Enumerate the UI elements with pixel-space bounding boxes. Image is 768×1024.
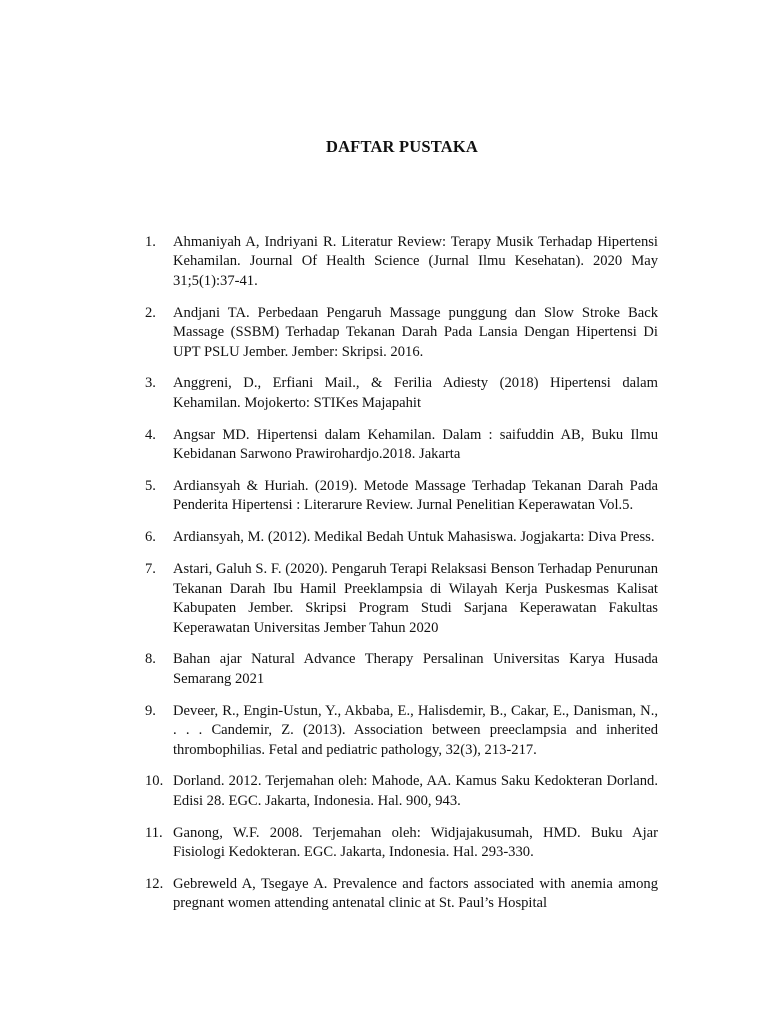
reference-item (145, 477, 658, 516)
reference-number: 5. (145, 478, 156, 495)
reference-number: 8. (145, 651, 156, 668)
reference-number: 7. (145, 561, 156, 578)
reference-item (145, 528, 658, 547)
reference-item (145, 702, 658, 760)
reference-text: Dorland. 2012. Terjemahan oleh: Mahode, AA. Kamus Saku Kedokteran Dorland. Edisi 28. EGC. Jakarta, Indonesia. Hal. 900, 943. (173, 773, 658, 809)
reference-item (145, 875, 658, 914)
reference-item (145, 304, 658, 362)
reference-item (145, 233, 658, 291)
reference-item (145, 650, 658, 689)
reference-number: 6. (145, 529, 156, 546)
reference-text: Ahmaniyah A, Indriyani R. Literatur Review: Terapy Musik Terhadap Hipertensi Kehamilan. Journal Of Health Science (Jurnal Ilmu Kesehatan). 2020 May 31;5(1):37-41. (173, 234, 658, 289)
reference-text: Andjani TA. Perbedaan Pengaruh Massage punggung dan Slow Stroke Back Massage (SSBM) Terhadap Tekanan Darah Pada Lansia Dengan Hipertensi Di UPT PSLU Jember. Jember: Skripsi. 2016. (173, 304, 658, 360)
reference-item (145, 560, 658, 638)
reference-number: 10. (145, 773, 164, 790)
reference-text: Gebreweld A, Tsegaye A. Prevalence and factors associated with anemia among pregnant women attending antenatal clinic at St. Paul’s Hospital (173, 876, 658, 912)
reference-number: 11. (145, 824, 163, 841)
reference-number: 3. (145, 375, 156, 392)
reference-list (145, 233, 658, 926)
reference-item (145, 426, 658, 465)
reference-item (145, 374, 658, 413)
reference-text: Ganong, W.F. 2008. Terjemahan oleh: Widjajakusumah, HMD. Buku Ajar Fisiologi Kedokteran. EGC. Jakarta, Indonesia. Hal. 293-330. (173, 824, 658, 861)
reference-text: Astari, Galuh S. F. (2020). Pengaruh Terapi Relaksasi Benson Terhadap Penurunan Tekanan Darah Ibu Hamil Preeklampsia di Wilayah Kerja Puskesmas Kalisat Kabupaten Jember. Skripsi Program Studi Sarjana Keperawatan Fakultas Keperawatan Universitas Jember Tahun 2020 (173, 561, 658, 636)
reference-text: Ardiansyah, M. (2012). Medikal Bedah Untuk Mahasiswa. Jogjakarta: Diva Press. (173, 529, 655, 546)
reference-number: 2. (145, 304, 156, 321)
reference-text: Ardiansyah & Huriah. (2019). Metode Massage Terhadap Tekanan Darah Pada Penderita Hipertensi : Literarure Review. Jurnal Penelitian Keperawatan Vol.5. (173, 478, 658, 514)
reference-item (145, 772, 658, 811)
reference-text: Deveer, R., Engin-Ustun, Y., Akbaba, E., Halisdemir, B., Cakar, E., Danisman, N., . . . Candemir, Z. (2013). Association between preeclampsia and inherited thrombophilias. Fetal and pediatric pathology, 32(3), 213-217. (173, 702, 658, 758)
reference-text: Angsar MD. Hipertensi dalam Kehamilan. Dalam : saifuddin AB, Buku Ilmu Kebidanan Sarwono Prawirohardjo.2018. Jakarta (173, 426, 658, 463)
reference-number: 12. (145, 876, 164, 893)
page-title: DAFTAR PUSTAKA (325, 137, 479, 156)
reference-item (145, 824, 658, 863)
reference-number: 9. (145, 702, 156, 719)
reference-text: Anggreni, D., Erfiani Mail., & Ferilia Adiesty (2018) Hipertensi dalam Kehamilan. Mojokerto: STIKes Majapahit (173, 375, 658, 411)
reference-number: 1. (145, 234, 156, 250)
reference-number: 4. (145, 426, 156, 443)
reference-text: Bahan ajar Natural Advance Therapy Persalinan Universitas Karya Husada Semarang 2021 (173, 651, 658, 687)
